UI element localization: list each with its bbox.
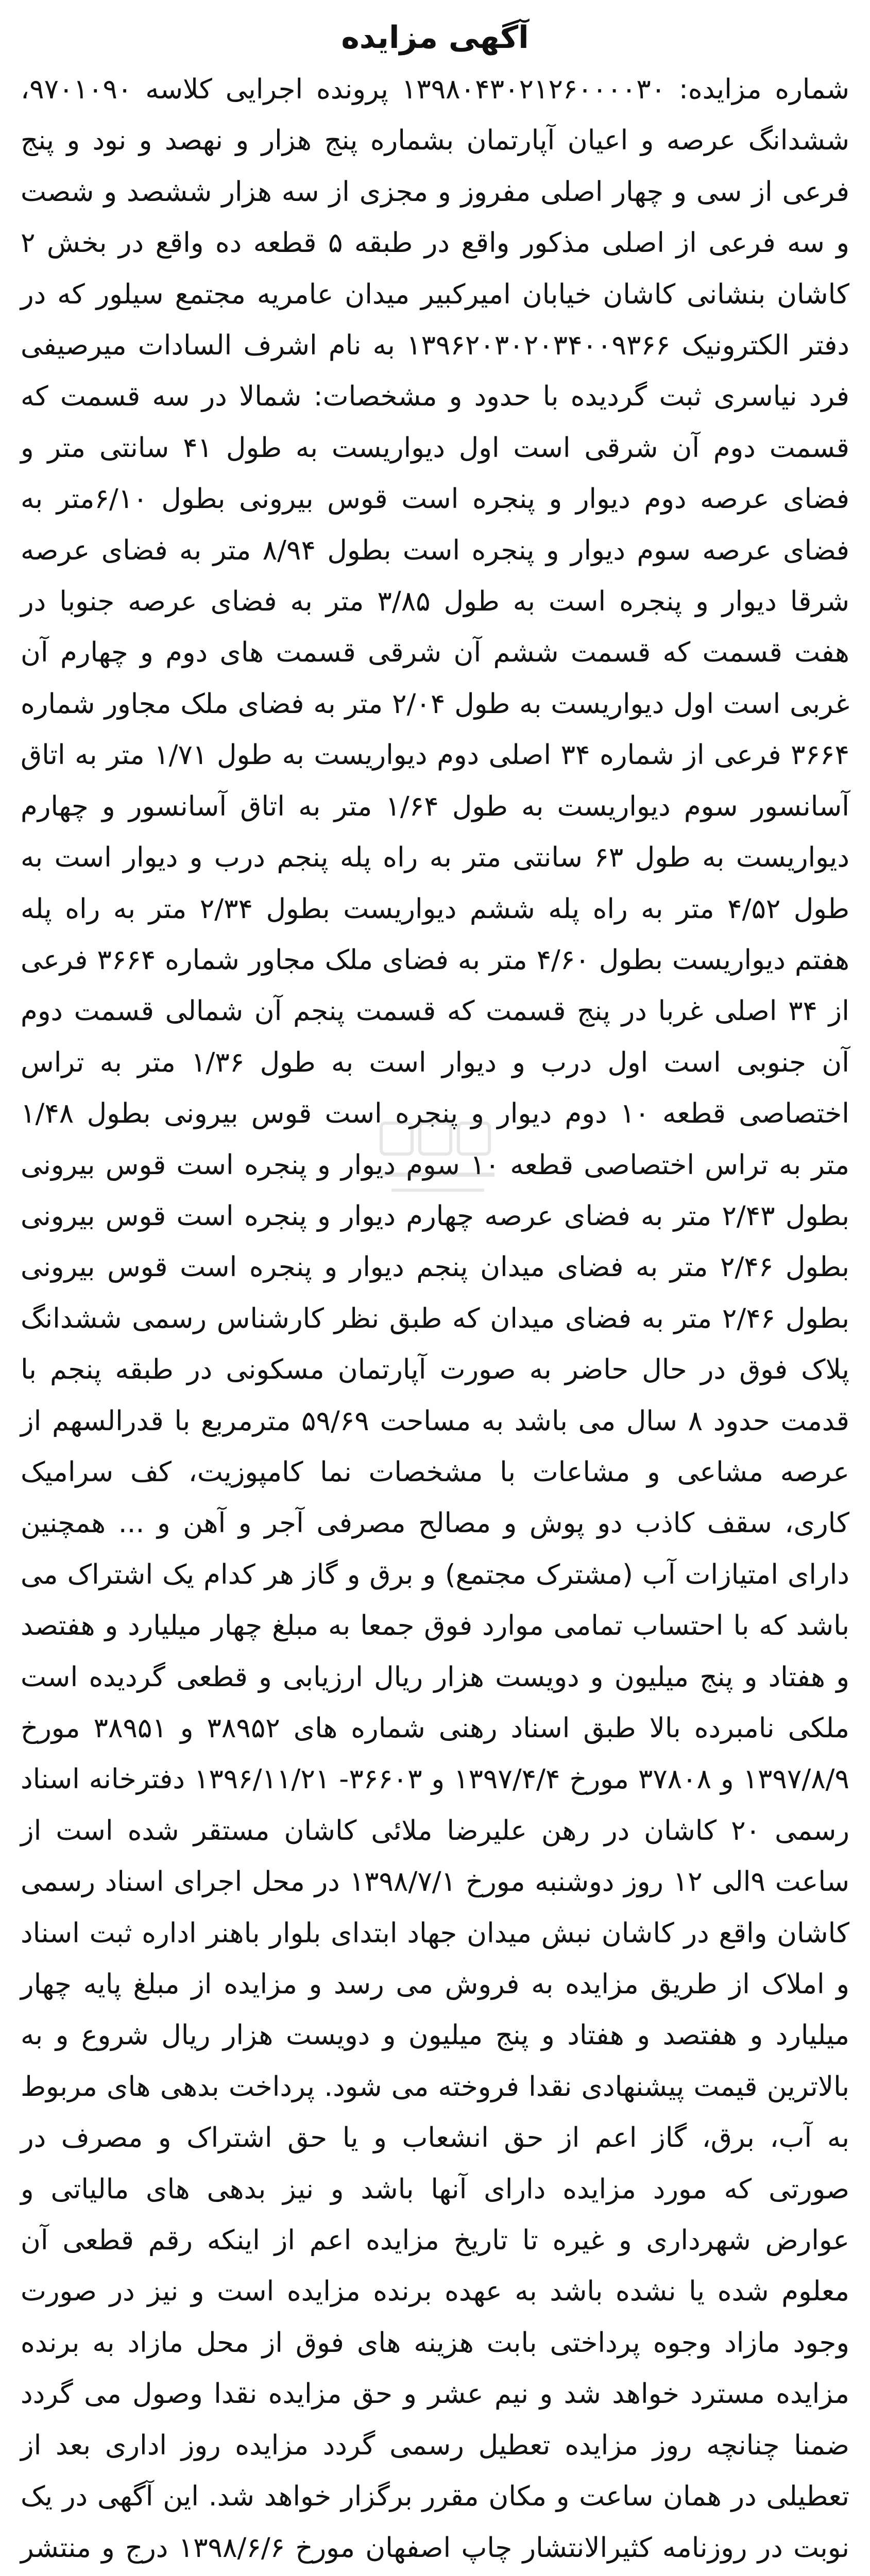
notice-body: شماره مزایده: ۱۳۹۸۰۴۳۰۲۱۲۶۰۰۰۰۳۰ پرونده اجرایی کلاسه ۹۷۰۱۰۹۰، ششدانگ عرصه و اعیان آپارتمان بشماره پنج هزار و نهصد و نود و پنج فرعی از سی و چهار اصلی مفروز و مجزی از سه هزار ششصد و شصت و سه فرعی از اصلی مذکور واقع در طبقه ۵ قطعه ده واقع در بخش ۲ کاشان بنشانی کاشان خیابان امیرکبیر میدان عامریه مجتمع سیلور که در دفتر الکترونیک ۱۳۹۶۲۰۳۰۲۰۳۴۰۰۹۳۶۶ به نام اشرف السادات میرصیفی فرد نیاسری ثبت گردیده با حدود و مشخصات: شمالا در سه قسمت که قسمت دوم آن شرقی است اول دیواریست به طول ۴۱ سانتی متر و فضای عرصه دوم دیوار و پنجره است قوس بیرونی بطول ۶/۱۰متر به فضای عرصه سوم دیوار و پنجره است بطول ۸/۹۴ متر به فضای عرصه شرقا دیوار و پنجره است به طول ۳/۸۵ متر به فضای عرصه جنوبا در هفت قسمت که قسمت ششم آن شرقی قسمت های دوم و چهارم آن غربی است اول دیواریست به طول ۲/۰۴ متر به فضای ملک مجاور شماره ۳۶۶۴ فرعی از شماره ۳۴ اصلی دوم دیواریست به طول ۱/۷۱ متر به اتاق آسانسور سوم دیواریست به طول ۱/۶۴ متر به اتاق آسانسور و چهارم دیواریست به طول ۶۳ سانتی متر به راه پله پنجم درب و دیوار است به طول ۴/۵۲ متر به راه پله ششم دیواریست بطول ۲/۳۴ متر به راه پله هفتم دیواریست بطول ۴/۶۰ متر به فضای ملک مجاور شماره ۳۶۶۴ فرعی از ۳۴ اصلی غربا در پنج قسمت که قسمت پنجم آن شمالی قسمت دوم آن جنوبی است اول درب و دیوار است به طول ۱/۳۶ متر به تراس اختصاصی قطعه ۱۰ دوم دیوار و پنجره است قوس بیرونی بطول ۱/۴۸ متر به تراس اختصاصی قطعه ۱۰ سوم دیوار و پنجره است قوس بیرونی بطول ۲/۴۳ متر به فضای عرصه چهارم دیوار و پنجره است قوس بیرونی بطول ۲/۴۶ متر به فضای میدان پنجم دیوار و پنجره است قوس بیرونی بطول ۲/۴۶ متر به فضای میدان که طبق نظر کارشناس رسمی ششدانگ پلاک فوق در حال حاضر به صورت آپارتمان مسکونی در طبقه پنجم با قدمت حدود ۸ سال می باشد به مساحت ۵۹/۶۹ مترمربع با قدرالسهم از عرصه مشاعی و مشاعات با مشخصات نما کامپوزیت، کف سرامیک کاری، سقف کاذب دو پوش و مصالح مصرفی آجر و آهن و ... همچنین دارای امتیازات آب (مشترک مجتمع) و برق و گاز هر کدام یک اشتراک می باشد که با احتساب تمامی موارد فوق جمعا به مبلغ چهار میلیارد و هفتصد و هفتاد و پنج میلیون و دویست هزار ریال ارزیابی و قطعی گردیده است ملکی نامبرده بالا طبق اسناد رهنی شماره های ۳۸۹۵۲ و ۳۸۹۵۱ مورخ ۱۳۹۷/۸/۹ و ۳۷۸۰۸ مورخ ۱۳۹۷/۴/۴ و ۳۶۶۰۳- ۱۳۹۶/۱۱/۲۱ دفترخانه اسناد رسمی ۲۰ کاشان در رهن علیرضا ملائی کاشان مستقر شده است از ساعت ۹الی ۱۲ روز دوشنبه مورخ ۱۳۹۸/۷/۱ در محل اجرای اسناد رسمی کاشان واقع در کاشان نبش میدان جهاد ابتدای بلوار باهنر اداره ثبت اسناد و املاک از طریق مزایده به فروش می رسد و مزایده از مبلغ پایه چهار میلیارد و هفتصد و هفتاد و پنج میلیون و دویست هزار ریال شروع و به بالاترین قیمت پیشنهادی نقدا فروخته می شود. پرداخت بدهی های مربوط به آب، برق، گاز اعم از حق انشعاب و یا حق اشتراک و مصرف در صورتی که مورد مزایده دارای آنها باشد و نیز بدهی های مالیاتی و عوارض شهرداری و غیره تا تاریخ مزایده اعم از اینکه رقم قطعی آن معلوم شده یا نشده باشد به عهده برنده مزایده است و نیز در صورت وجود مازاد وجوه پرداختی بابت هزینه های فوق از محل مازاد به برنده مزایده مسترد خواهد شد و نیم عشر و حق مزایده نقدا وصول می گردد ضمنا چنانچه روز مزایده تعطیل رسمی گردد مزایده روز اداری بعد از تعطیلی در همان ساعت و مکان مقرر برگزار خواهد شد. این آگهی در یک نوبت در روزنامه کثیرالانتشار چاپ اصفهان مورخ ۱۳۹۸/۶/۶ درج و منتشر	[21, 74, 850, 2564]
notice-title: آگهی مزایده	[341, 20, 529, 56]
